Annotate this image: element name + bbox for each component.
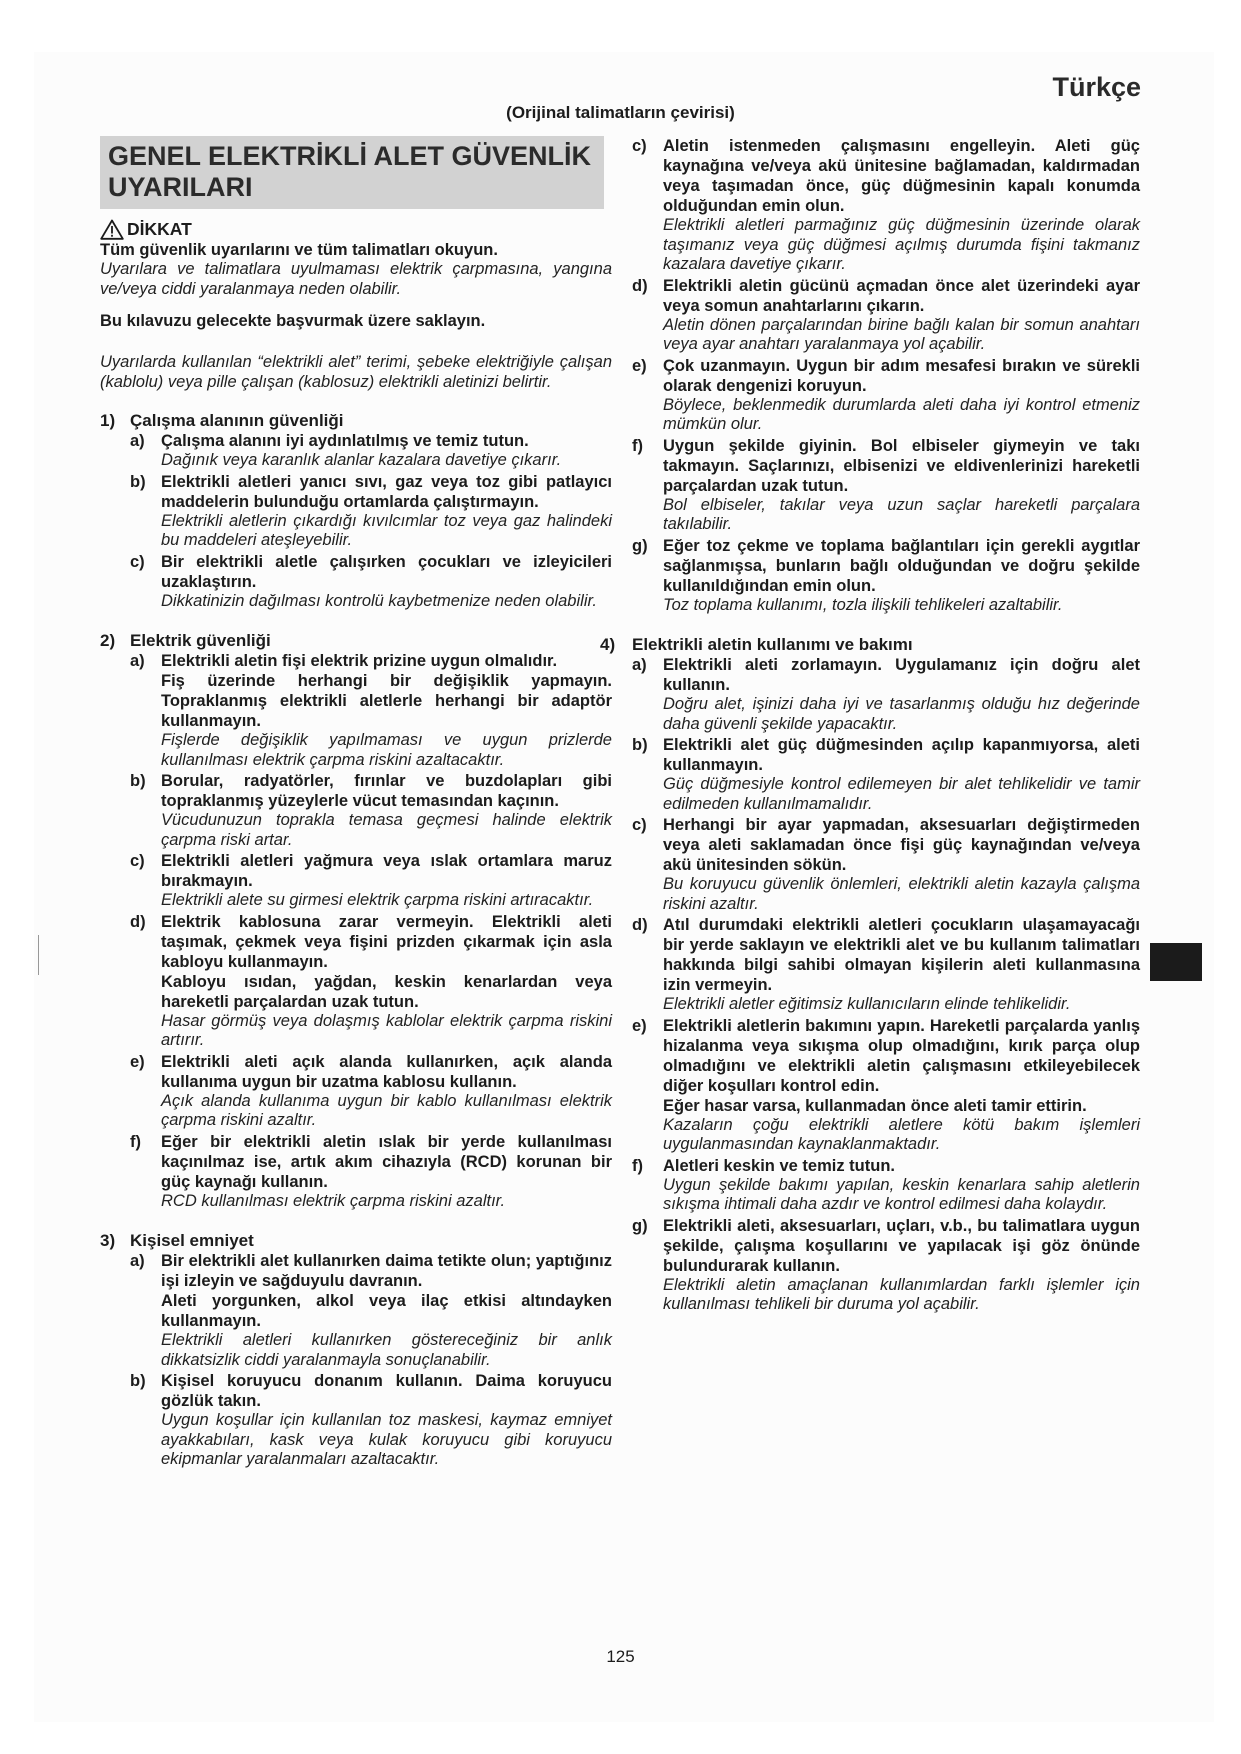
section-heading: 3) Kişisel emniyet: [100, 1231, 254, 1250]
list-item: a) Bir elektrikli alet kullanırken daima tetikte olun; yaptığınız işi izleyin ve sağduyulu davranın. Aleti yorgunken, alkol veya ilaç etkisi altındayken kullanmayın. Elektrikli aletleri kullanırken göstereceğiniz bir anlık dikkatsizlik ciddi yaralanmayla sonuçlanabilir.: [130, 1252, 612, 1369]
warning-triangle-icon: [100, 219, 124, 240]
list-item: b) Kişisel koruyucu donanım kullanın. Daima koruyucu gözlük takın. Uygun koşullar için kullanılan toz maskesi, kaymaz emniyet ayakkabıları, kask veya kulak koruyucu gibi koruyucu ekipmanlar yaralanmaları azaltacaktır.: [130, 1372, 612, 1468]
list-item: c) Bir elektrikli aletle çalışırken çocukları ve izleyicileri uzaklaştırın. Dikkatinizin dağılması kontrolü kaybetmenize neden olabilir.: [130, 552, 612, 610]
list-item: a) Çalışma alanını iyi aydınlatılmış ve temiz tutun. Dağınık veya karanlık alanlar kazalara davetiye çıkarır.: [130, 432, 562, 469]
page-title: GENEL ELEKTRİKLİ ALET GÜVENLİK UYARILARI: [100, 136, 604, 209]
section-heading: 4) Elektrikli aletin kullanımı ve bakımı: [600, 635, 913, 654]
keep-manual-instruction: Bu kılavuzu gelecekte başvurmak üzere saklayın.: [100, 312, 486, 330]
list-item: g) Elektrikli aleti, aksesuarları, uçları, v.b., bu talimatlara uygun şekilde, çalışma koşullarını ve yapılacak işi göz önünde bulundurarak kullanın. Elektrikli aletin amaçlanan kullanımlardan farklı işlemler için kullanılması tehlikeli bir duruma yol açabilir.: [632, 1216, 1140, 1313]
list-item: c) Aletin istenmeden çalışmasını engelleyin. Aleti güç kaynağına ve/veya akü ünitesine bağlamadan, kaldırmadan veya taşımadan önce, güç düğmesinin kapalı konumda olduğundan emin olun. Elektrikli aletleri parmağınız güç düğmesinin üzerinde olarak taşımanız veya güç düğmesi açılmış durumda fişini takmanız kazalara davetiye çıkarır.: [632, 137, 1140, 273]
left-column: [100, 136, 612, 1471]
list-item: f) Uygun şekilde giyinin. Bol elbiseler giymeyin ve takı takmayın. Saçlarınızı, elbisenizi ve eldivenlerinizi hareketli parçalardan uzak tutun. Bol elbiseler, takılar veya uzun saçlar hareketli parçalara takılabilir.: [632, 436, 1140, 533]
right-column: [600, 136, 1140, 1316]
list-item: a) Elektrikli aleti zorlamayın. Uygulamanız için doğru alet kullanın. Doğru alet, işinizi daha iyi ve tasarlanmış olduğu hız değerinde daha güvenli şekilde yapacaktır.: [632, 656, 1140, 733]
language-heading: Türkçe: [1052, 72, 1141, 102]
list-item: e) Elektrikli aleti açık alanda kullanırken, açık alanda kullanıma uygun bir uzatma kablosu kullanın. Açık alanda kullanıma uygun bir kablo kullanılması elektrik çarpma riskini azaltır.: [130, 1052, 612, 1129]
section-thumb-tab: [1150, 943, 1202, 981]
list-item: a) Elektrikli aletin fişi elektrik prizine uygun olmalıdır. Fiş üzerinde herhangi bir değişiklik yapmayın. Topraklanmış elektrikli aletlerle herhangi bir adaptör kullanmayın. Fişlerde değişiklik yapılmaması ve uygun prizlerde kullanılması elektrik çarpma riskini azaltacaktır.: [130, 652, 612, 769]
section-heading: 1) Çalışma alanının güvenliği: [100, 411, 344, 430]
list-item: d) Atıl durumdaki elektrikli aletleri çocukların ulaşamayacağı bir yerde saklayın ve elektrikli alet ve bu kullanım talimatları hakkında bilgi sahibi olmayan kişilerin aleti kullanmasına izin vermeyin. Elektrikli aletler eğitimsiz kullanıcıların elinde tehlikelidir.: [632, 916, 1140, 1013]
list-item: c) Elektrikli aletleri yağmura veya ıslak ortamlara maruz bırakmayın. Elektrikli alete su girmesi elektrik çarpma riskini artıracaktır.: [130, 852, 612, 909]
list-item: b) Elektrikli alet güç düğmesinden açılıp kapanmıyorsa, aleti kullanmayın. Güç düğmesiyle kontrol edilemeyen bir alet tehlikelidir ve tamir edilmeden kullanılmamalıdır.: [632, 736, 1140, 813]
section-heading: 2) Elektrik güvenliği: [100, 631, 271, 650]
list-item: d) Elektrik kablosuna zarar vermeyin. Elektrikli aleti taşımak, çekmek veya fişini prizden çıkarmak için asla kabloyu kullanmayın. Kabloyu ısıdan, yağdan, keskin kenarlardan veya hareketli parçalardan uzak tutun. Hasar görmüş veya dolaşmış kablolar elektrik çarpma riskini artırır.: [130, 912, 612, 1049]
list-item: b) Borular, radyatörler, fırınlar ve buzdolapları gibi topraklanmış yüzeylerle vücut temasından kaçının. Vücudunuzun toprakla temasa geçmesi halinde elektrik çarpma riski artar.: [130, 772, 612, 849]
list-item: e) Çok uzanmayın. Uygun bir adım mesafesi bırakın ve sürekli olarak dengenizi koruyun. Böylece, beklenmedik durumlarda aleti daha iyi kontrol etmeniz mümkün olur.: [632, 356, 1140, 433]
list-item: f) Aletleri keskin ve temiz tutun. Uygun şekilde bakımı yapılan, keskin kenarlara sahip aletlerin sıkışma ihtimali daha azdır ve kontrol edilmesi daha kolaydır.: [632, 1156, 1140, 1213]
list-item: d) Elektrikli aletin gücünü açmadan önce alet üzerindeki ayar veya somun anahtarlarını çıkarın. Aletin dönen parçalarından birine bağlı kalan bir somun anahtarı veya ayar anahtarı yaralanmaya yol açabilir.: [632, 276, 1140, 353]
margin-mark: [38, 935, 39, 975]
read-all-instruction: Tüm güvenlik uyarılarını ve tüm talimatları okuyun.: [100, 241, 498, 259]
warning-label: DİKKAT: [127, 219, 192, 239]
page-number: 125: [606, 1647, 635, 1666]
list-item: g) Eğer toz çekme ve toplama bağlantıları için gerekli aygıtlar sağlanmışsa, bunların bağlı olduğundan ve doğru şekilde kullanıldığından emin olun. Toz toplama kullanımı, tozla ilişkili tehlikeleri azaltabilir.: [632, 536, 1140, 614]
list-item: e) Elektrikli aletlerin bakımını yapın. Hareketli parçalarda yanlış hizalanma veya sıkışma olup olmadığını, kırık parça olup olmadığını ve elektrikli aletin çalışmasını etkileyebilecek diğer koşulları kontrol edin. Eğer hasar varsa, kullanmadan önce aleti tamir ettirin. Kazaların çoğu elektrikli aletlere kötü bakım işlemleri uygulanmasından kaynaklanmaktadır.: [632, 1016, 1140, 1153]
term-definition-note: Uyarılarda kullanılan “elektrikli alet” terimi, şebeke elektriğiyle çalışan (kablolu) veya pille çalışan (kablosuz) elektrikli aletinizi belirtir.: [100, 353, 612, 391]
list-item: b) Elektrikli aletleri yanıcı sıvı, gaz veya toz gibi patlayıcı maddelerin bulunduğu ortamlarda çalıştırmayın. Elektrikli aletlerin çıkardığı kıvılcımlar toz veya gaz halindeki bu maddeleri ateşleyebilir.: [130, 472, 612, 549]
warning-heading: [100, 219, 612, 240]
read-all-note: Uyarılara ve talimatlara uyulmaması elektrik çarpmasına, yangına ve/veya ciddi yaralanmaya neden olabilir.: [100, 260, 612, 298]
list-item: c) Herhangi bir ayar yapmadan, aksesuarları değiştirmeden veya aleti saklamadan önce fişi güç kaynağından ve/veya akü ünitesinden sökün. Bu koruyucu güvenlik önlemleri, elektrikli aletin kazayla çalışma riskini azaltır.: [632, 816, 1140, 913]
translation-subtitle: (Orijinal talimatların çevirisi): [506, 103, 735, 122]
list-item: f) Eğer bir elektrikli aletin ıslak bir yerde kullanılması kaçınılmaz ise, artık akım cihazıyla (RCD) korunan bir güç kaynağı kullanın. RCD kullanılması elektrik çarpma riskini azaltır.: [130, 1132, 612, 1210]
